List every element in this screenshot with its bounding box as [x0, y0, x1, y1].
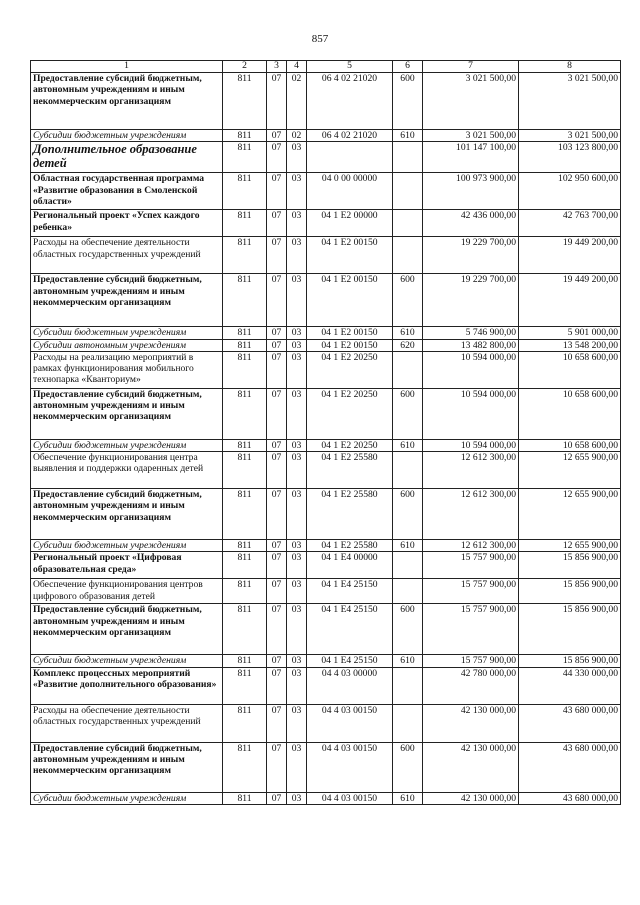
- cell-target-article: 04 1 E2 00150: [307, 237, 393, 274]
- cell-ministry-code: 811: [223, 142, 267, 173]
- cell-name: Субсидии бюджетным учреждениям: [31, 327, 223, 339]
- cell-amount-year2: 3 021 500,00: [519, 73, 621, 130]
- cell-amount-year1: 3 021 500,00: [423, 130, 519, 142]
- table-row: [31, 173, 621, 210]
- cell-name: Региональный проект «Цифровая образовательная среда»: [31, 552, 223, 579]
- cell-target-article: 04 1 E2 25580: [307, 540, 393, 552]
- cell-target-article: 04 1 E4 25150: [307, 579, 393, 604]
- cell-name: Субсидии автономным учреждениям: [31, 339, 223, 351]
- header-col-3: 3: [267, 61, 287, 73]
- cell-section: 07: [267, 274, 287, 327]
- cell-amount-year1: 12 612 300,00: [423, 452, 519, 489]
- cell-section: 07: [267, 742, 287, 792]
- cell-name: Расходы на реализацию мероприятий в рамках функционирования мобильного технопарка «Кванториум»: [31, 351, 223, 388]
- header-col-6: 6: [393, 61, 423, 73]
- cell-amount-year1: 42 780 000,00: [423, 667, 519, 704]
- cell-target-article: 04 1 E2 00150: [307, 274, 393, 327]
- cell-ministry-code: 811: [223, 73, 267, 130]
- cell-name: Расходы на обеспечение деятельности областных государственных учреждений: [31, 237, 223, 274]
- cell-ministry-code: 811: [223, 452, 267, 489]
- cell-target-article: 04 1 E4 25150: [307, 655, 393, 667]
- cell-subsection: 03: [287, 667, 307, 704]
- cell-amount-year1: 15 757 900,00: [423, 579, 519, 604]
- cell-expense-type: 610: [393, 655, 423, 667]
- cell-name: Областная государственная программа «Развитие образования в Смоленской области»: [31, 173, 223, 210]
- table-row: [31, 130, 621, 142]
- cell-expense-type: [393, 452, 423, 489]
- cell-amount-year2: 19 449 200,00: [519, 274, 621, 327]
- cell-ministry-code: 811: [223, 439, 267, 451]
- cell-amount-year2: 15 856 900,00: [519, 579, 621, 604]
- table-row: [31, 742, 621, 792]
- cell-section: 07: [267, 439, 287, 451]
- cell-ministry-code: 811: [223, 540, 267, 552]
- cell-section: 07: [267, 173, 287, 210]
- cell-expense-type: 620: [393, 339, 423, 351]
- cell-section: 07: [267, 388, 287, 439]
- cell-subsection: 02: [287, 73, 307, 130]
- table-row: [31, 73, 621, 130]
- cell-amount-year2: 12 655 900,00: [519, 452, 621, 489]
- cell-name: Предоставление субсидий бюджетным, автономным учреждениям и иным некоммерческим организациям: [31, 388, 223, 439]
- cell-target-article: 06 4 02 21020: [307, 73, 393, 130]
- cell-subsection: 02: [287, 130, 307, 142]
- cell-section: 07: [267, 540, 287, 552]
- cell-expense-type: 600: [393, 388, 423, 439]
- cell-amount-year2: 5 901 000,00: [519, 327, 621, 339]
- cell-name: Региональный проект «Успех каждого ребенка»: [31, 210, 223, 237]
- cell-name: Субсидии бюджетным учреждениям: [31, 540, 223, 552]
- cell-amount-year2: 42 763 700,00: [519, 210, 621, 237]
- cell-amount-year2: 10 658 600,00: [519, 388, 621, 439]
- cell-amount-year1: 15 757 900,00: [423, 552, 519, 579]
- cell-amount-year2: 102 950 600,00: [519, 173, 621, 210]
- cell-name: Дополнительное образование детей: [31, 142, 223, 173]
- cell-name: Субсидии бюджетным учреждениям: [31, 439, 223, 451]
- cell-name: Расходы на обеспечение деятельности областных государственных учреждений: [31, 704, 223, 742]
- cell-ministry-code: 811: [223, 704, 267, 742]
- cell-amount-year2: 44 330 000,00: [519, 667, 621, 704]
- cell-name: Субсидии бюджетным учреждениям: [31, 655, 223, 667]
- cell-section: 07: [267, 73, 287, 130]
- cell-amount-year2: 10 658 600,00: [519, 351, 621, 388]
- cell-amount-year1: 5 746 900,00: [423, 327, 519, 339]
- cell-amount-year1: 101 147 100,00: [423, 142, 519, 173]
- cell-expense-type: 600: [393, 489, 423, 540]
- cell-subsection: 03: [287, 439, 307, 451]
- table-row: [31, 452, 621, 489]
- cell-subsection: 03: [287, 339, 307, 351]
- cell-subsection: 03: [287, 388, 307, 439]
- cell-amount-year2: 103 123 800,00: [519, 142, 621, 173]
- cell-ministry-code: 811: [223, 237, 267, 274]
- table-row: [31, 704, 621, 742]
- table-row: [31, 339, 621, 351]
- cell-amount-year1: 13 482 800,00: [423, 339, 519, 351]
- cell-name: Обеспечение функционирования центров цифрового образования детей: [31, 579, 223, 604]
- cell-name: Предоставление субсидий бюджетным, автономным учреждениям и иным некоммерческим организациям: [31, 604, 223, 655]
- cell-section: 07: [267, 130, 287, 142]
- table-row: [31, 604, 621, 655]
- cell-subsection: 03: [287, 452, 307, 489]
- cell-ministry-code: 811: [223, 339, 267, 351]
- header-col-8: 8: [519, 61, 621, 73]
- cell-expense-type: [393, 552, 423, 579]
- table-row: [31, 388, 621, 439]
- cell-expense-type: 610: [393, 327, 423, 339]
- cell-subsection: 03: [287, 274, 307, 327]
- table-row: [31, 327, 621, 339]
- cell-target-article: 04 1 E2 20250: [307, 351, 393, 388]
- cell-target-article: 04 1 E2 00150: [307, 327, 393, 339]
- header-col-2: 2: [223, 61, 267, 73]
- cell-expense-type: 600: [393, 604, 423, 655]
- cell-expense-type: [393, 704, 423, 742]
- cell-name: Комплекс процессных мероприятий «Развитие дополнительного образования»: [31, 667, 223, 704]
- cell-expense-type: 610: [393, 792, 423, 804]
- cell-subsection: 03: [287, 351, 307, 388]
- cell-amount-year1: 10 594 000,00: [423, 388, 519, 439]
- cell-subsection: 03: [287, 173, 307, 210]
- cell-name: Предоставление субсидий бюджетным, автономным учреждениям и иным некоммерческим организациям: [31, 742, 223, 792]
- table-body: [31, 73, 621, 805]
- cell-target-article: 04 1 E2 00000: [307, 210, 393, 237]
- cell-subsection: 03: [287, 210, 307, 237]
- cell-subsection: 03: [287, 489, 307, 540]
- cell-ministry-code: 811: [223, 604, 267, 655]
- cell-amount-year2: 3 021 500,00: [519, 130, 621, 142]
- cell-amount-year1: 42 436 000,00: [423, 210, 519, 237]
- cell-ministry-code: 811: [223, 792, 267, 804]
- cell-expense-type: 610: [393, 130, 423, 142]
- cell-subsection: 03: [287, 742, 307, 792]
- cell-ministry-code: 811: [223, 667, 267, 704]
- cell-section: 07: [267, 489, 287, 540]
- cell-subsection: 03: [287, 327, 307, 339]
- cell-section: 07: [267, 667, 287, 704]
- cell-amount-year1: 12 612 300,00: [423, 540, 519, 552]
- cell-name: Предоставление субсидий бюджетным, автономным учреждениям и иным некоммерческим организациям: [31, 73, 223, 130]
- cell-subsection: 03: [287, 655, 307, 667]
- cell-amount-year1: 42 130 000,00: [423, 704, 519, 742]
- cell-target-article: 04 1 E2 00150: [307, 339, 393, 351]
- cell-amount-year1: 100 973 900,00: [423, 173, 519, 210]
- cell-expense-type: 610: [393, 540, 423, 552]
- table-row: [31, 667, 621, 704]
- cell-section: 07: [267, 210, 287, 237]
- cell-expense-type: [393, 579, 423, 604]
- cell-ministry-code: 811: [223, 130, 267, 142]
- cell-section: 07: [267, 552, 287, 579]
- table-row: [31, 237, 621, 274]
- cell-amount-year1: 10 594 000,00: [423, 351, 519, 388]
- cell-amount-year2: 43 680 000,00: [519, 704, 621, 742]
- cell-amount-year2: 13 548 200,00: [519, 339, 621, 351]
- cell-ministry-code: 811: [223, 388, 267, 439]
- table-row: [31, 142, 621, 173]
- cell-expense-type: [393, 667, 423, 704]
- budget-table: [30, 60, 621, 805]
- cell-ministry-code: 811: [223, 351, 267, 388]
- cell-amount-year1: 12 612 300,00: [423, 489, 519, 540]
- cell-expense-type: 600: [393, 274, 423, 327]
- cell-amount-year2: 10 658 600,00: [519, 439, 621, 451]
- cell-amount-year1: 42 130 000,00: [423, 792, 519, 804]
- cell-amount-year2: 43 680 000,00: [519, 792, 621, 804]
- cell-amount-year1: 15 757 900,00: [423, 655, 519, 667]
- cell-amount-year2: 43 680 000,00: [519, 742, 621, 792]
- table-row: [31, 210, 621, 237]
- cell-section: 07: [267, 604, 287, 655]
- cell-amount-year2: 15 856 900,00: [519, 552, 621, 579]
- cell-target-article: 04 1 E2 20250: [307, 388, 393, 439]
- cell-amount-year1: 42 130 000,00: [423, 742, 519, 792]
- cell-target-article: 04 1 E2 20250: [307, 439, 393, 451]
- table-row: [31, 792, 621, 804]
- cell-section: 07: [267, 792, 287, 804]
- cell-target-article: [307, 142, 393, 173]
- table-row: [31, 552, 621, 579]
- cell-expense-type: 600: [393, 742, 423, 792]
- cell-amount-year1: 10 594 000,00: [423, 439, 519, 451]
- cell-expense-type: [393, 237, 423, 274]
- table-row: [31, 579, 621, 604]
- cell-expense-type: [393, 210, 423, 237]
- cell-expense-type: 600: [393, 73, 423, 130]
- cell-target-article: 04 1 E4 25150: [307, 604, 393, 655]
- table-row: [31, 489, 621, 540]
- cell-ministry-code: 811: [223, 210, 267, 237]
- header-row: [31, 61, 621, 73]
- cell-subsection: 03: [287, 579, 307, 604]
- cell-section: 07: [267, 237, 287, 274]
- header-col-1: 1: [31, 61, 223, 73]
- cell-expense-type: 610: [393, 439, 423, 451]
- cell-section: 07: [267, 339, 287, 351]
- cell-section: 07: [267, 655, 287, 667]
- cell-subsection: 03: [287, 792, 307, 804]
- cell-amount-year2: 12 655 900,00: [519, 489, 621, 540]
- cell-ministry-code: 811: [223, 579, 267, 604]
- cell-subsection: 03: [287, 237, 307, 274]
- cell-section: 07: [267, 327, 287, 339]
- cell-amount-year1: 19 229 700,00: [423, 237, 519, 274]
- cell-target-article: 04 4 03 00000: [307, 667, 393, 704]
- cell-section: 07: [267, 351, 287, 388]
- header-col-4: 4: [287, 61, 307, 73]
- cell-target-article: 04 4 03 00150: [307, 792, 393, 804]
- cell-target-article: 04 4 03 00150: [307, 742, 393, 792]
- cell-ministry-code: 811: [223, 655, 267, 667]
- cell-target-article: 06 4 02 21020: [307, 130, 393, 142]
- cell-subsection: 03: [287, 540, 307, 552]
- cell-target-article: 04 0 00 00000: [307, 173, 393, 210]
- page-number: 857: [311, 33, 329, 45]
- cell-amount-year2: 19 449 200,00: [519, 237, 621, 274]
- cell-name: Субсидии бюджетным учреждениям: [31, 130, 223, 142]
- cell-ministry-code: 811: [223, 274, 267, 327]
- cell-name: Предоставление субсидий бюджетным, автономным учреждениям и иным некоммерческим организациям: [31, 489, 223, 540]
- cell-section: 07: [267, 452, 287, 489]
- cell-expense-type: [393, 351, 423, 388]
- cell-target-article: 04 1 E2 25580: [307, 489, 393, 540]
- cell-ministry-code: 811: [223, 742, 267, 792]
- cell-name: Обеспечение функционирования центра выявления и поддержки одаренных детей: [31, 452, 223, 489]
- cell-section: 07: [267, 142, 287, 173]
- cell-amount-year1: 15 757 900,00: [423, 604, 519, 655]
- cell-amount-year2: 12 655 900,00: [519, 540, 621, 552]
- cell-target-article: 04 1 E2 25580: [307, 452, 393, 489]
- cell-expense-type: [393, 173, 423, 210]
- cell-amount-year2: 15 856 900,00: [519, 655, 621, 667]
- cell-name: Субсидии бюджетным учреждениям: [31, 792, 223, 804]
- cell-subsection: 03: [287, 142, 307, 173]
- cell-subsection: 03: [287, 552, 307, 579]
- cell-target-article: 04 4 03 00150: [307, 704, 393, 742]
- cell-target-article: 04 1 E4 00000: [307, 552, 393, 579]
- header-col-7: 7: [423, 61, 519, 73]
- cell-ministry-code: 811: [223, 327, 267, 339]
- cell-name: Предоставление субсидий бюджетным, автономным учреждениям и иным некоммерческим организациям: [31, 274, 223, 327]
- cell-ministry-code: 811: [223, 552, 267, 579]
- cell-expense-type: [393, 142, 423, 173]
- header-col-5: 5: [307, 61, 393, 73]
- table-row: [31, 439, 621, 451]
- cell-amount-year1: 19 229 700,00: [423, 274, 519, 327]
- cell-amount-year2: 15 856 900,00: [519, 604, 621, 655]
- table-row: [31, 655, 621, 667]
- cell-subsection: 03: [287, 704, 307, 742]
- cell-ministry-code: 811: [223, 489, 267, 540]
- cell-section: 07: [267, 579, 287, 604]
- table-row: [31, 540, 621, 552]
- cell-ministry-code: 811: [223, 173, 267, 210]
- cell-amount-year1: 3 021 500,00: [423, 73, 519, 130]
- cell-subsection: 03: [287, 604, 307, 655]
- table-row: [31, 351, 621, 388]
- cell-section: 07: [267, 704, 287, 742]
- table-row: [31, 274, 621, 327]
